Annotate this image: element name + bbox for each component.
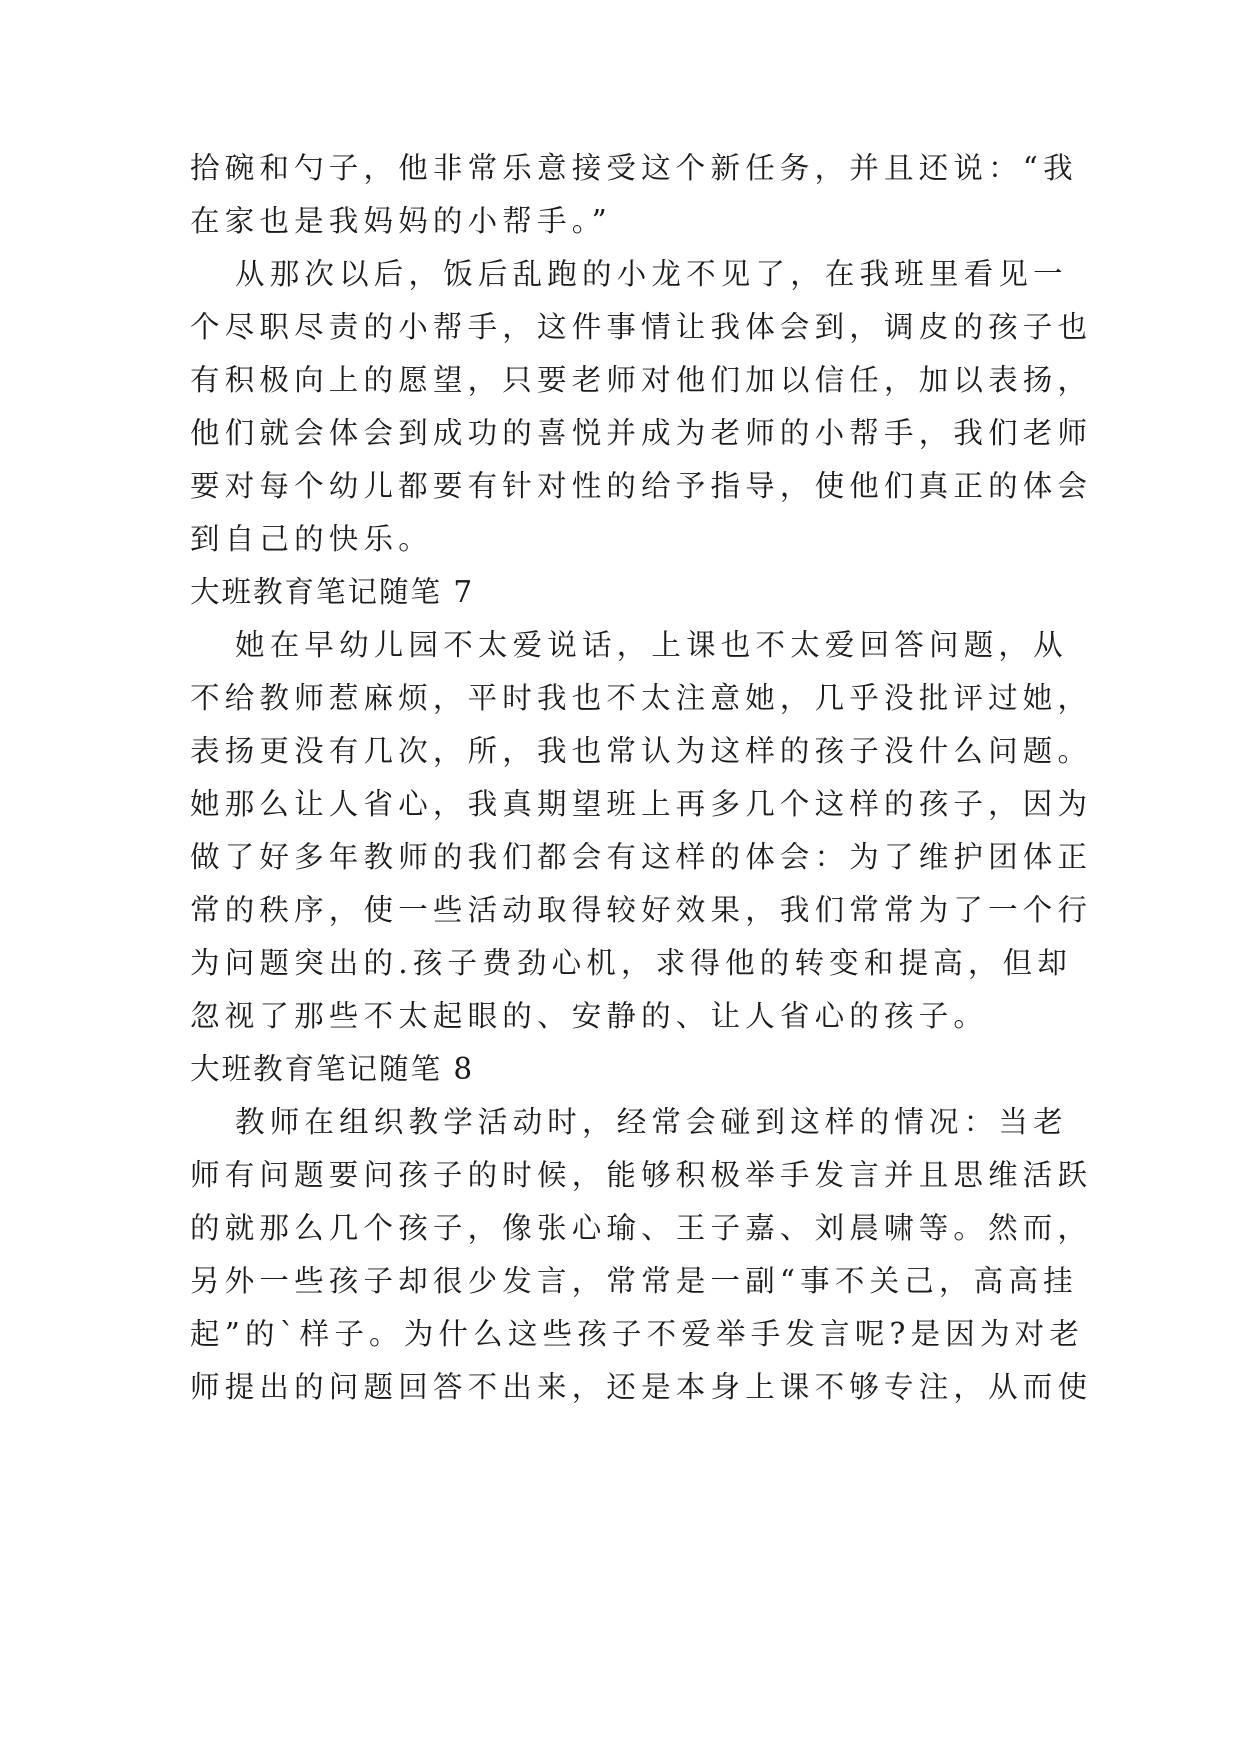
body-text-line: 个尽职尽责的小帮手，这件事情让我体会到，调皮的孩子也 [190, 310, 1093, 344]
body-text-line: 表扬更没有几次，所，我也常认为这样的孩子没什么问题。 [190, 734, 1093, 768]
section-heading: 大班教育笔记随笔 7 [190, 575, 475, 609]
body-text-line: 师提出的问题回答不出来，还是本身上课不够专注，从而使 [190, 1370, 1093, 1404]
body-text-line: 为问题突出的.孩子费劲心机，求得他的转变和提高，但却 [190, 946, 1073, 980]
body-text-line: 他们就会体会到成功的喜悦并成为老师的小帮手，我们老师 [190, 416, 1093, 450]
body-text-line: 起”的`样子。为什么这些孩子不爱举手发言呢?是因为对老 [190, 1317, 1085, 1351]
body-text-line: 的就那么几个孩子，像张心瑜、王子嘉、刘晨啸等。然而， [190, 1211, 1093, 1245]
body-text-line: 另外一些孩子却很少发言，常常是一副“事不关己，高高挂 [190, 1264, 1078, 1298]
body-text-line: 到自己的快乐。 [190, 522, 433, 556]
paragraph-start-line: 她在早幼儿园不太爱说话，上课也不太爱回答问题，从 [235, 628, 1068, 662]
body-text-line: 有积极向上的愿望，只要老师对他们加以信任，加以表扬， [190, 363, 1093, 397]
body-text-line: 师有问题要问孩子的时候，能够积极举手发言并且思维活跃 [190, 1158, 1093, 1192]
body-text-line: 要对每个幼儿都要有针对性的给予指导，使他们真正的体会 [190, 469, 1093, 503]
section-heading: 大班教育笔记随笔 8 [190, 1052, 475, 1086]
body-text-line: 做了好多年教师的我们都会有这样的体会：为了维护团体正 [190, 840, 1093, 874]
body-text-line: 在家也是我妈妈的小帮手。” [190, 204, 612, 238]
body-text-line: 拾碗和勺子，他非常乐意接受这个新任务，并且还说：“我 [190, 151, 1078, 185]
body-text-line: 忽视了那些不太起眼的、安静的、让人省心的孩子。 [190, 999, 989, 1033]
body-text-line: 常的秩序，使一些活动取得较好效果，我们常常为了一个行 [190, 893, 1093, 927]
paragraph-start-line: 从那次以后，饭后乱跑的小龙不见了，在我班里看见一 [235, 257, 1068, 291]
body-text-line: 她那么让人省心，我真期望班上再多几个这样的孩子，因为 [190, 787, 1093, 821]
paragraph-start-line: 教师在组织教学活动时，经常会碰到这样的情况：当老 [235, 1105, 1068, 1139]
body-text-line: 不给教师惹麻烦，平时我也不太注意她，几乎没批评过她， [190, 681, 1093, 715]
